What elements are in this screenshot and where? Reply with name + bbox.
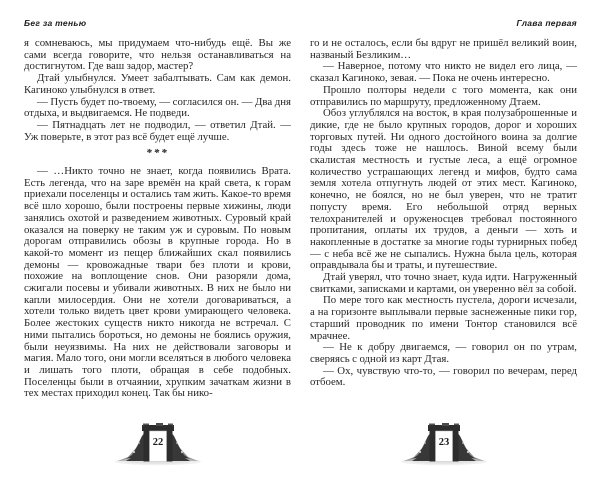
paragraph: — Пятнадцать лет не подводил, — ответил Дтай. — Уж поверьте, в этот раз всё будет ещё лучше. [24, 118, 291, 143]
running-head-book-title: Бег за тенью [24, 18, 87, 28]
gate-ruins-icon [398, 418, 490, 470]
page-number: 22 [152, 437, 163, 448]
paragraph: го и не осталось, если бы вдруг не пришёл великий воин, названый Безликим… [310, 38, 577, 61]
paragraph: — …Никто точно не знает, когда появились Врата. Есть легенда, что на заре времён на край света, к горам приехали поселенцы и остались там жить. Какое-то время всё шло хорошо, были построены первые хижины, люди занялись охотой и разведением животных. Суровый край оказался на поверку не таким уж и суровым. По новым дорогам отправились обозы в крупные города. Но в какой-то момент из пещер ближайших скал появились демоны — кровожадные твари без плоти и крови, похожие на воплощение снов. Они разоряли дома, сжигали посевы и убивали животных. В них не было ни капли милосердия. Они не хотели договариваться, а хотели только видеть цвет крови умирающего человека. Более жестоких существ никто никогда не встречал. С ними пытались бороться, но демоны не боялись оружия, были неуязвимы. На них не действовали заговоры и магия. Мало того, они могли вселяться в любого человека и лишать того плоти, обращая в себе подобных. Поселенцы были в отчаянии, хрупким зачаткам жизни в тех местах приходил конец. Так бы нико- [24, 165, 291, 400]
page-text [24, 38, 291, 420]
paragraph: По мере того как местность пустела, дороги исчезали, а на горизонте выплывали первые заснеженные пики гор, старший проводник по имени Тонтор становился всё мрачнее. [310, 294, 577, 342]
paragraph: я сомневаюсь, мы придумаем что-нибудь ещё. Вы же сами всегда говорите, что нельзя останавливаться на достигнутом. Где ваш задор, мастер? [24, 38, 291, 73]
paragraph: Дтай улыбнулся. Умеет забалтывать. Сам как демон. Кагиноко улыбнулся в ответ. [24, 72, 291, 96]
page-right [310, 0, 577, 485]
page-left [24, 0, 291, 485]
page-text [310, 38, 577, 420]
running-head-chapter-title: Глава первая [516, 18, 577, 28]
page-ornament [398, 418, 490, 470]
paragraph: Обоз углублялся на восток, в края полузаброшенные и дикие, где не было крупных городов, дорог и хороших торговых путей. Ни одного достойного воина за долгие годы здесь тоже не нашлось. Виной всему были скалистая местность и густые леса, а ещё огромное количество устрашающих легенд и мифов, будто сама земля хотела отпугнуть людей от этих мест. Кагиноко, конечно, не боялся, но не был уверен, что не тратит попусту время. Его небольшой отряд верных телохранителей и оруженосцев требовал постоянного пропитания, оплаты их трудов, а деньги — хоть и накопленные в достатке за многие годы турнирных побед — с неба всё же не сыпались. Нужна была цель, которая оправдывала бы и траты, и путешествие. [310, 107, 577, 272]
paragraph: Прошло полторы недели с того момента, как они отправились по маршруту, предложенному Дтаем. [310, 83, 577, 108]
page-number: 23 [438, 437, 449, 448]
page-ornament [112, 418, 204, 470]
paragraph: — Не к добру двигаемся, — говорил он по утрам, сверяясь с одной из карт Дтая. [310, 341, 577, 365]
paragraph: Дтай уверял, что точно знает, куда идти. Нагруженный свитками, записками и картами, он уверенно вёл за собой. [310, 271, 577, 295]
gate-ruins-icon [112, 418, 204, 470]
paragraph: — Ох, чувствую что-то, — говорил по вечерам, перед отбоем. [310, 364, 577, 389]
paragraph: — Пусть будет по-твоему, — согласился он. — Два дня отдыха, и выдвигаемся. Не подведи. [24, 95, 291, 120]
section-separator: *** [146, 147, 169, 160]
paragraph: — Наверное, потому что никто не видел его лица, — сказал Кагиноко, зевая. — Пока не очень интересно. [310, 60, 577, 85]
